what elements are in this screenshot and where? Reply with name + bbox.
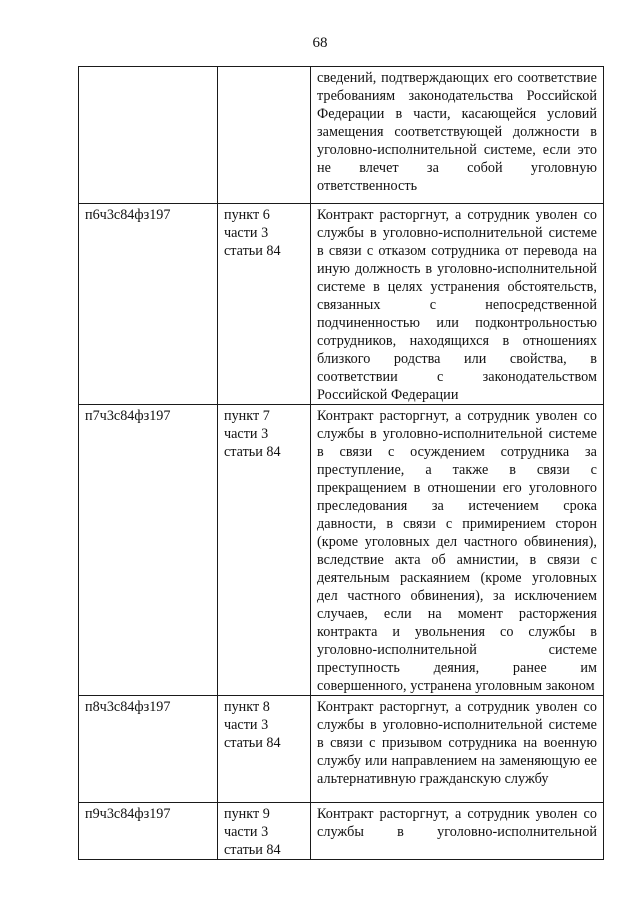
- page-number: 68: [312, 35, 328, 51]
- reference-cell: пункт 7 части 3 статьи 84: [218, 405, 311, 696]
- description-cell: Контракт расторгнут, а сотрудник уволен со службы в уголовно-исполнительной системе в связи с призывом сотрудника на военную службу или направлением на заменяющую ее альтернативную гражданскую службу: [311, 696, 604, 803]
- description-cell: сведений, подтверждающих его соответствие требованиям законодательства Российской Федерации в части, касающейся условий замещения соответствующей должности в уголовно-исполнительной системе, если это не влечет за собой уголовную ответственность: [311, 67, 604, 204]
- table-row: [79, 67, 604, 204]
- code-cell: п8ч3с84фз197: [79, 696, 218, 803]
- table-row: [79, 803, 604, 860]
- table-row: [79, 405, 604, 696]
- reference-cell: пункт 8 части 3 статьи 84: [218, 696, 311, 803]
- description-cell: Контракт расторгнут, а сотрудник уволен со службы в уголовно-исполнительной системе в связи с осуждением сотрудника за преступление, а также в связи с прекращением в отношении его уголовного преследования за истечением срока давности, в связи с примирением сторон (кроме уголовных дел частного обвинения), вследствие акта об амнистии, в связи с деятельным раскаянием (кроме уголовных дел частного обвинения), за исключением случаев, если на момент расторжения контракта и увольнения со службы в уголовно-исполнительной системе преступность деяния, ранее им совершенного, устранена уголовным законом: [311, 405, 604, 696]
- table-row: [79, 696, 604, 803]
- reference-cell: пункт 6 части 3 статьи 84: [218, 204, 311, 405]
- description-cell: Контракт расторгнут, а сотрудник уволен со службы в уголовно-исполнительной: [311, 803, 604, 860]
- reference-cell: [218, 67, 311, 204]
- code-cell: [79, 67, 218, 204]
- document-table: [78, 66, 604, 860]
- code-cell: п6ч3с84фз197: [79, 204, 218, 405]
- code-cell: п9ч3с84фз197: [79, 803, 218, 860]
- table-row: [79, 204, 604, 405]
- reference-cell: пункт 9 части 3 статьи 84: [218, 803, 311, 860]
- code-cell: п7ч3с84фз197: [79, 405, 218, 696]
- description-cell: Контракт расторгнут, а сотрудник уволен со службы в уголовно-исполнительной системе в связи с отказом сотрудника от перевода на иную должность в уголовно-исполнительной системе в целях устранения обстоятельств, связанных с непосредственной подчиненностью или подконтрольностью сотрудников, находящихся в отношениях близкого родства или свойства, в соответствии с законодательством Российской Федерации: [311, 204, 604, 405]
